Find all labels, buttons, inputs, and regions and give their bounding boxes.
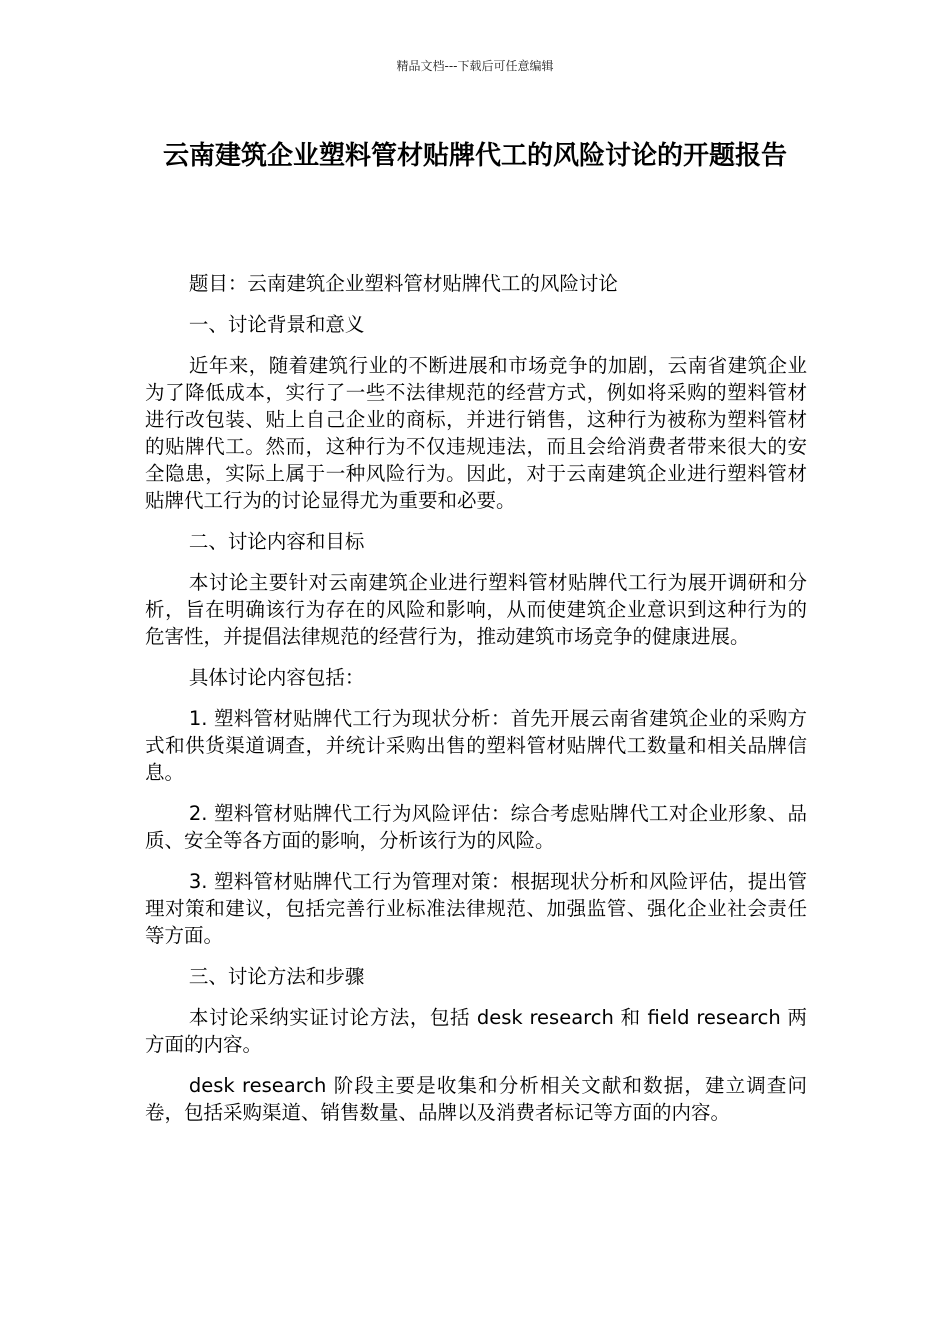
list-item-risk-assessment: 2. 塑料管材贴牌代工行为风险评估：综合考虑贴牌代工对企业形象、品质、安全等各方面的影响，分析该行为的风险。 — [145, 802, 807, 852]
section-heading-content-goals: 二、讨论内容和目标 — [188, 530, 365, 553]
paragraph-background: 近年来，随着建筑行业的不断进展和市场竞争的加剧，云南省建筑企业为了降低成本，实行了一些不法律规范的经营方式，例如将采购的塑料管材进行改包装、贴上自己企业的商标，并进行销售，这种行为被称为塑料管材的贴牌代工。然而，这种行为不仅违规违法，而且会给消费者带来很大的安全隐患，实际上属于一种风险行为。因此，对于云南建筑企业进行塑料管材贴牌代工行为的讨论显得尤为重要和必要。 — [145, 354, 807, 512]
section-heading-background: 一、讨论背景和意义 — [188, 313, 365, 336]
list-item-status-analysis: 1. 塑料管材贴牌代工行为现状分析：首先开展云南省建筑企业的采购方式和供货渠道调查，并统计采购出售的塑料管材贴牌代工数量和相关品牌信息。 — [145, 707, 807, 784]
list-item-management-measures: 3. 塑料管材贴牌代工行为管理对策：根据现状分析和风险评估，提出管理对策和建议，包括完善行业标准法律规范、加强监管、强化企业社会责任等方面。 — [145, 870, 807, 947]
paragraph-methods: 本讨论采纳实证讨论方法，包括 desk research 和 field research 两方面的内容。 — [145, 1006, 807, 1056]
paragraph-desk-research: desk research 阶段主要是收集和分析相关文献和数据，建立调查问卷，包括采购渠道、销售数量、品牌以及消费者标记等方面的内容。 — [145, 1074, 807, 1124]
page-header-note: 精品文档---下载后可任意编辑 — [396, 59, 554, 73]
document-body — [145, 270, 807, 1140]
subject-line: 题目：云南建筑企业塑料管材贴牌代工的风险讨论 — [188, 272, 618, 295]
paragraph-content-intro: 具体讨论内容包括： — [188, 666, 365, 689]
document-title: 云南建筑企业塑料管材贴牌代工的风险讨论的开题报告 — [162, 141, 787, 171]
section-heading-methods: 三、讨论方法和步骤 — [188, 965, 365, 988]
paragraph-content-goals: 本讨论主要针对云南建筑企业进行塑料管材贴牌代工行为展开调研和分析，旨在明确该行为存在的风险和影响，从而使建筑企业意识到这种行为的危害性，并提倡法律规范的经营行为，推动建筑市场竞争的健康进展。 — [145, 571, 807, 648]
